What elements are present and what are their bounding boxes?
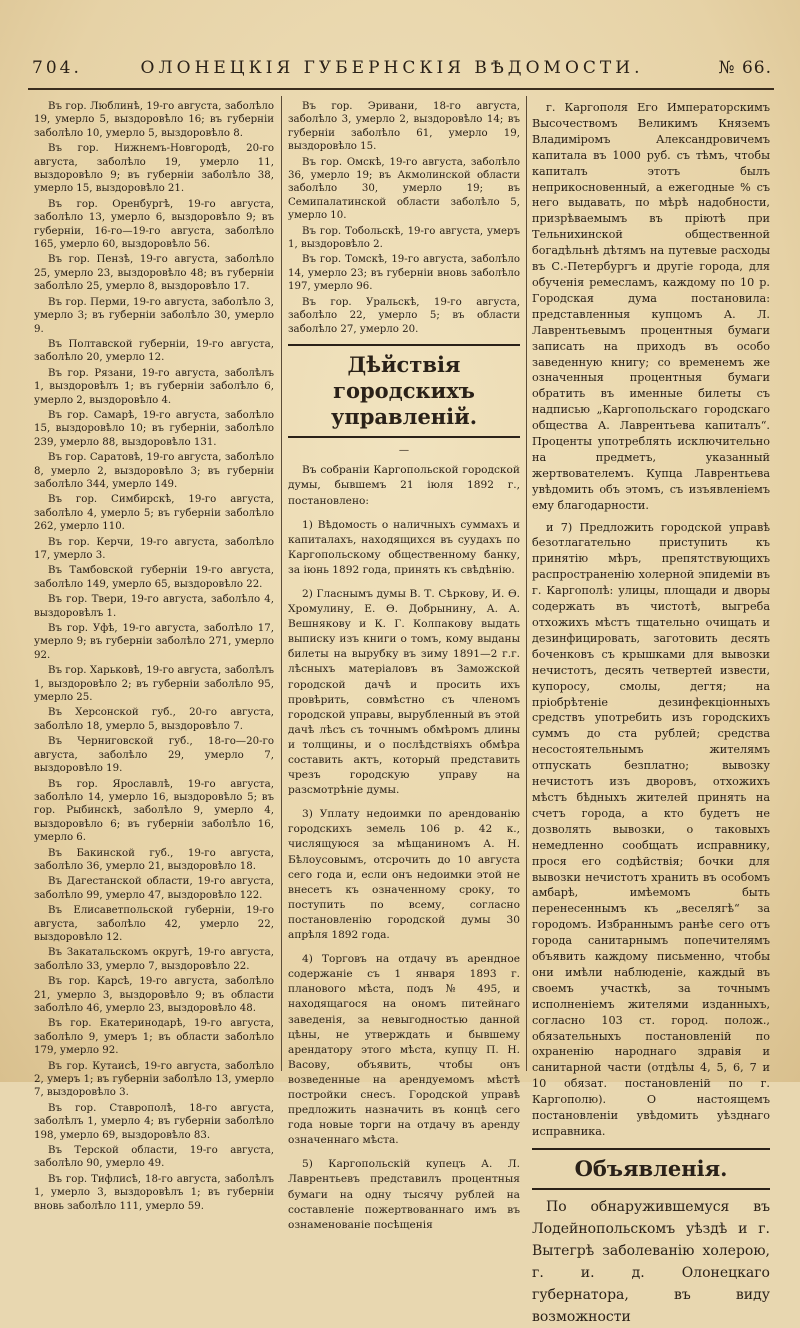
paragraph: Въ гор. Кутаисѣ, 19-го августа, заболѣло 2, умеръ 1; въ губерніи заболѣло 13, умерло 7, выздоровѣло 3. [34,1060,274,1099]
separator-dash: — [398,444,410,456]
paragraph: Въ Полтавской губерніи, 19-го августа, заболѣло 20, умерло 12. [34,338,274,364]
paragraph: Въ гор. Самарѣ, 19-го августа, заболѣло 15, выздоровѣло 10; въ губерніи, заболѣло 239, умерло 88, выздоровѣло 131. [34,409,274,448]
announcement-paragraph: По обнаружившемуся въ Лодейнопольскомъ уѣздѣ и г. Вытегрѣ заболеванію холерою, г. и. д. Олонецкаго губернатора, въ виду возможности [532,1198,770,1325]
paragraph: 3) Уплату недоимки по арендованію городскихъ земель 106 р. 42 к., числящуюся за мѣщаниномъ А. Н. Бѣлоусовымъ, отсрочить до 10 августа сего года и, если онъ недоимки этой не внесетъ къ означенному сроку, то поступить по всему, согласно постановленію городской думы 30 апрѣля 1892 года. [288,808,520,942]
paragraph: 1) Вѣдомость о наличныхъ суммахъ и капиталахъ, находящихся въ суудахъ по Каргопольскому общественному банку, за іюнь 1892 года, принять къ свѣдѣнію. [288,518,520,576]
paragraph: и 7) Предложить городской управѣ безотлагательно приступить къ принятію мѣръ, препятствующихъ распространенію холерной эпидеміи въ г. Каргополѣ: улицы, площади и дворы содержать въ чистотѣ, выгреба отхожихъ мѣстъ тщательно очищать и дезинфицировать, заготовить десять боченковъ съ крышками для вывозки нечистотъ, десять четвертей извести, купоросу, смолы, дегтя; на пріобрѣтеніе дезинфекціонныхъ средствъ употребить изъ городскихъ суммъ до ста рублей; средства несостоятельнымъ жителямъ отпускать безплатно; вывозку нечистотъ изъ дворовъ, отхожихъ мѣстъ бѣдныхъ жителей принять на счетъ города, а кто будетъ не дозволять вывозки, о таковыхъ немедленно сообщать исправнику, прося его содѣйствія; бочки для вывозки нечистотъ хранить въ особомъ амбарѣ, имѣемомъ быть перенесеннымъ къ „веселягѣ“ за городомъ. Избраннымъ ранѣе сего отъ города санитарнымъ попечителямъ объявить каждому письменно, чтобы они имѣли наблюденіе, каждый въ своемъ участкѣ, за точнымъ исполненіемъ жителями изданныхъ, согласно 103 ст. город. полож., обязательныхъ постановленій по охраненію народнаго здравія и санитарной части (отдѣлы 4, 5, 6, 7 и 10 обязат. постановленій по г. Каргополю). О настоящемъ постановленіи увѣдомить уѣзднаго исправника. [532,520,770,1138]
paragraph: Въ гор. Карсѣ, 19-го августа, заболѣло 21, умерло 3, выздоровѣло 9; въ области заболѣло 46, умерло 23, выздоровѣло 48. [34,976,274,1014]
paragraph: Въ гор. Ярославлѣ, 19-го августа, заболѣло 14, умерло 16, выздоровѣло 5; въ гор. Рыбинскѣ, заболѣло 9, умерло 4, выздоровѣло 6; въ губерніи заболѣло 16, умерло 6. [34,778,274,844]
paragraph: Въ гор. Тобольскѣ, 19-го августа, умеръ 1, выздоровѣло 2. [288,225,520,251]
paragraph: Въ гор. Харьковѣ, 19-го августа, заболѣлъ 1, выздоровѣло 2; въ губерніи заболѣло 95, умерло 25. [34,665,274,704]
paragraph: Въ Терской области, 19-го августа, заболѣло 90, умерло 49. [34,1145,274,1170]
paragraph: Въ гор. Екатеринодарѣ, 19-го августа, заболѣло 9, умеръ 1; въ области заболѣло 179, умерло 92. [34,1018,274,1057]
paragraph: Въ собраніи Каргопольской городской думы, бывшемъ 21 іюля 1892 г., постановлено: [288,464,520,507]
paragraph: Въ гор. Ставрополѣ, 18-го августа, заболѣлъ 1, умерло 4; въ губерніи заболѣло 198, умерло 69, выздоровѣло 83. [34,1102,274,1141]
paragraph: Въ гор. Оренбургѣ, 19-го августа, заболѣло 13, умерло 6, выздоровѣло 9; въ губерніи, 16-го—19-го августа, заболѣло 165, умерло 60, выздоровѣло 56. [34,198,274,251]
paragraph: 2) Гласнымъ думы В. Т. Сѣркову, И. Ѳ. Хромулину, Е. Ѳ. Добрынину, А. А. Вешнякову и К. Г. Колпакову выдать выписку изъ книги о томъ, кому выданы билеты на вырубку въ зиму 1891—2 г.г. лѣсныхъ матеріаловъ въ Заможской городской дачѣ и просить ихъ провѣрить, совмѣстно съ членомъ городской управы, вырубленный въ этой дачѣ лѣсъ съ точнымъ обмѣромъ длины и толщины, и о послѣдствіяхъ обмѣра составить актъ, который представить чрезъ городскую управу на разсмотрѣніе думы. [288,587,520,797]
column-divider [526,96,527,1071]
paragraph: г. Каргополя Его Императорскимъ Высочествомъ Великимъ Княземъ Владиміромъ Александровичемъ капитала въ 1000 руб. съ тѣмъ, чтобы капиталъ этотъ былъ неприкосновенный, а ежегодные % съ него выдавать, по мѣрѣ надобности, призрѣваемымъ въ пріютѣ при Тельнихинской общественной богадѣльнѣ дѣтямъ на путевые расходы въ С.-Петербургъ и другіе города, для обученія ремесламъ, каждому по 10 р. Городская дума постановила: представленныя купцомъ А. Л. Лаврентьевымъ процентныя бумаги записать на приходъ въ особо заведенную книгу; со временемъ же означенныя процентныя бумаги обратить въ именные билеты съ надписью „Каргопольскаго городскаго общества А. Лаврентьева капиталъ“. Проценты употреблять исключительно на предметъ, указанный жертвователемъ. Купца Лаврентьева увѣдомить объ этомъ, съ изъявленіемъ ему благодарности. [532,101,770,512]
paragraph: Въ Херсонской губ., 20-го августа, заболѣло 18, умерло 5, выздоровѣло 7. [34,707,274,732]
paragraph: Въ гор. Симбирскѣ, 19-го августа, заболѣло 4, умерло 5; въ губерніи заболѣло 262, умерло 110. [34,494,274,533]
paragraph: Въ Бакинской губ., 19-го августа, заболѣло 36, умерло 21, выздоровѣло 18. [34,847,274,872]
paragraph: Въ гор. Люблинѣ, 19-го августа, заболѣло 19, умерло 5, выздоровѣло 16; въ губерніи заболѣло 10, умерло 5, выздоровѣло 8. [34,101,274,139]
paragraph: Въ гор. Уфѣ, 19-го августа, заболѣло 17, умерло 9; въ губерніи заболѣло 271, умерло 92. [34,623,274,661]
paragraph: Въ гор. Уральскѣ, 19-го августа, заболѣло 22, умерло 5; въ области заболѣло 27, умерло 20. [288,296,520,335]
page-header [32,58,772,84]
column-left [34,100,274,1212]
paragraph: Въ Елисаветпольской губерніи, 19-го августа, заболѣло 42, умерло 22, выздоровѣло 12. [34,905,274,943]
paragraph: Въ гор. Нижнемъ-Новгородѣ, 20-го августа, заболѣло 19, умерло 11, выздоровѣло 9; въ губерніи заболѣло 38, умерло 15, выздоровѣло 21. [34,143,274,195]
column-right [532,100,770,1325]
column-middle [288,100,520,1231]
header-rule [28,88,774,90]
paragraph: Въ гор. Керчи, 19-го августа, заболѣло 17, умерло 3. [34,536,274,561]
paragraph: Въ гор. Пензѣ, 19-го августа, заболѣло 25, умерло 23, выздоровѣло 48; въ губерніи заболѣло 25, умерло 8, выздоровѣло 17. [34,254,274,293]
paragraph: Въ гор. Томскѣ, 19-го августа, заболѣло 14, умерло 23; въ губерніи вновь заболѣло 197, умерло 96. [288,254,520,293]
paragraph: Въ гор. Твери, 19-го августа, заболѣло 4, выздоровѣлъ 1. [34,594,274,619]
paragraph: Въ Дагестанской области, 19-го августа, заболѣло 99, умерло 47, выздоровѣло 122. [34,876,274,901]
newspaper-title: ОЛОНЕЦКІЯ ГУБЕРНСКІЯ ВѢДОМОСТИ. [140,58,644,78]
paragraph: Въ Закатальскомъ округѣ, 19-го августа, заболѣло 33, умерло 7, выздоровѣло 22. [34,947,274,972]
paragraph: 4) Торговъ на отдачу въ арендное содержаніе съ 1 января 1893 г. планового мѣста, подъ № 495, и находящагося на ономъ питейнаго заведенія, за невыгодностью данной цѣны, не утверждать и бывшему арендатору этого мѣста, купцу П. Н. Васову, объявить, чтобы онъ возведенные на арендуемомъ мѣстѣ постройки снесъ. Городской управѣ предложить назначить въ концѣ сего года новые торги на отдачу въ аренду означеннаго мѣста. [288,953,520,1147]
paragraph: Въ гор. Эривани, 18-го августа, заболѣло 3, умерло 2, выздоровѣло 14; въ губерніи заболѣло 61, умерло 19, выздоровѣло 15. [288,101,520,153]
paragraph: Въ гор. Тифлисѣ, 18-го августа, заболѣлъ 1, умерло 3, выздоровѣлъ 1; въ губерніи вновь заболѣло 111, умерло 59. [34,1173,274,1212]
section-heading-announcements: Объявленія. [532,1148,770,1190]
paragraph: Въ Тамбовской губерніи 19-го августа, заболѣло 149, умерло 65, выздоровѣло 22. [34,565,274,590]
paragraph: Въ гор. Саратовѣ, 19-го августа, заболѣло 8, умерло 2, выздоровѣло 3; въ губерніи заболѣло 344, умерло 149. [34,452,274,490]
paragraph: Въ гор. Омскѣ, 19-го августа, заболѣло 36, умерло 19; въ Акмолинской области заболѣло 30, умерло 19; въ Семипалатинской области заболѣло 5, умерло 10. [288,156,520,222]
column-divider [281,96,282,1071]
paragraph: Въ Черниговской губ., 18-го—20-го августа, заболѣло 29, умерло 7, выздоровѣло 19. [34,736,274,775]
section-heading-city-administrations: Дѣйствія городскихъ управленій. [288,344,520,438]
paragraph: 5) Каргопольскій купецъ А. Л. Лаврентьевъ представилъ процентныя бумаги на одну тысячу рублей на составленіе пожертвованнаго имъ въ ознаменованіе посѣщенія [288,1158,520,1231]
page-number: 704. [32,58,82,78]
paragraph: Въ гор. Перми, 19-го августа, заболѣло 3, умерло 3; въ губерніи заболѣло 30, умерло 9. [34,296,274,335]
paragraph: Въ гор. Рязани, 19-го августа, заболѣлъ 1, выздоровѣлъ 1; въ губерніи заболѣло 6, умерло 2, выздоровѣло 4. [34,367,274,406]
issue-number: № 66. [718,58,772,78]
